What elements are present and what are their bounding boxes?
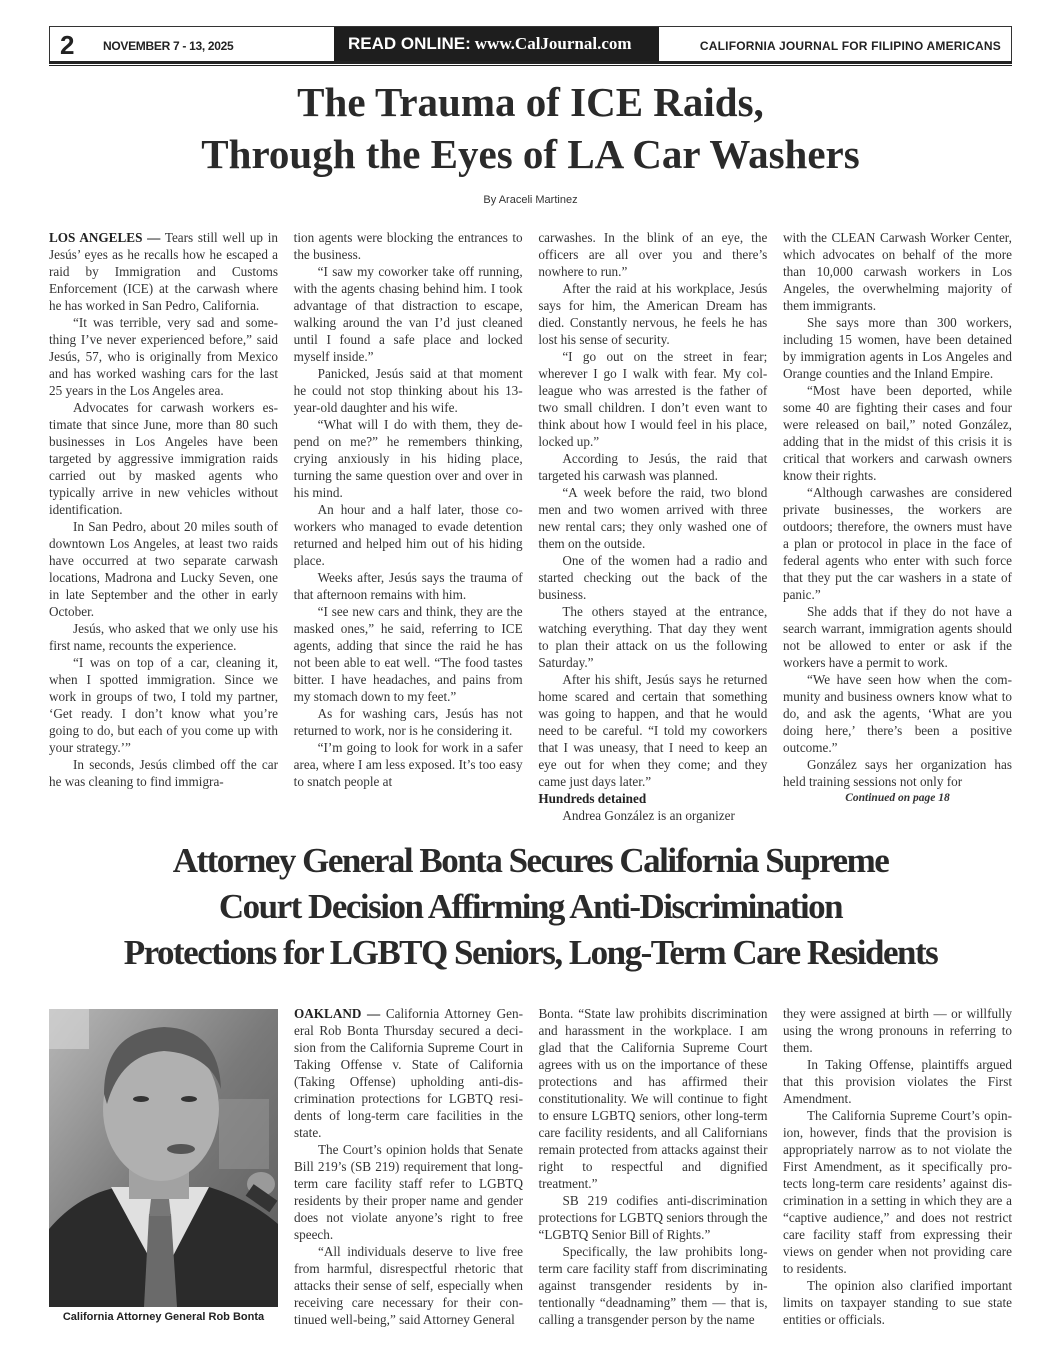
website-link[interactable]: www.CalJournal.com	[474, 34, 632, 53]
headline-line: Attorney General Bonta Secures California Supreme	[172, 841, 889, 880]
article1-column-1	[49, 229, 278, 824]
paragraph: The others stayed at the entrance, watching everything. That day they went to plan their attack on us the following Saturday.”	[538, 604, 768, 670]
paragraph: The California Supreme Court’s opinion, however, finds that the provision is appropriately narrow as to not violate the First Amendment, as it specifically protects long-term care residents’ against discrimination in a setting in which they are a “captive audience,” and does not restrict care facility staff from expressing their views on gender when not providing care to residents.	[783, 1108, 1012, 1276]
paragraph: “We have seen how when the community and business owners know what to do, and ask the agents, ‘What are you doing here,’ there’s been a positive outcome.”	[782, 672, 1012, 755]
paragraph: She adds that if they do not have a search warrant, immigration agents should not be allowed to enter or ask if the workers have a permit to work.	[782, 604, 1012, 670]
article1-column-4	[783, 229, 1012, 824]
paragraph: After the raid at his workplace, Jesús says for him, the American Dream has died. Constantly nervous, he feels he has lost his sense of security.	[538, 281, 768, 347]
paragraph: “All individuals deserve to live free from harmful, disrespectful rhetoric that attacks their sense of self, especially when receiving care necessary for their continued well-being,” said Attorney General	[294, 1244, 523, 1327]
paragraph-continued: carwashes. In the blink of an eye, the officers are all over you and there’s nowhere to run.”	[538, 230, 768, 279]
article2-column-1	[294, 1005, 523, 1328]
paragraph: SB 219 codifies anti-discrimination protections for LGBTQ seniors through the “LGBTQ Senior Bill of Rights.”	[538, 1193, 768, 1242]
article1-body	[49, 229, 1012, 824]
paragraph: “Although carwashes are considered private businesses, the workers are outdoors; therefore, the owners must have a plan or protocol in place in the face of federal agents who enter with such force that they put the car washers in a state of panic.”	[782, 485, 1012, 602]
article1-byline: By Araceli Martinez	[483, 194, 578, 206]
paragraph: OAKLAND — California Attorney General Rob Bonta Thursday secured a decision from the California Supreme Court in Taking Offense v. State of California (Taking Offense) upholding anti-discrimination protections for LGBTQ residents of long-term care facilities in the state.	[294, 1006, 524, 1140]
paragraph: González says her organization has held training sessions not only for	[782, 757, 1012, 789]
paragraph: Advocates for carwash workers estimate that since June, more than 80 such businesses in Los Angeles have been targeted by aggressive immigration raids carried out by masked agents who typically arrive in new vehicles without identification.	[49, 400, 278, 517]
paragraph: In Taking Offense, plaintiffs argued that this provision violates the First Amendment.	[783, 1057, 1012, 1106]
paragraph: The opinion also clarified important limits on taxpayer standing to sue state entities or officials.	[783, 1278, 1012, 1327]
paragraph: After his shift, Jesús says he returned home scared and certain that something was going to happen, and that he would need to be careful. “I told my coworkers that I was uneasy, that I need to keep an eye out for when they come; and they came just days later.”	[538, 672, 768, 789]
paragraph: An hour and a half later, those coworkers who managed to evade detention returned and helped him out of his hiding place.	[293, 502, 523, 568]
article2-headline	[20, 838, 1041, 976]
masthead	[49, 26, 1012, 62]
paragraph: “I go out on the street in fear; wherever I go I walk with fear. My colleague who was arrested is the father of two small children. I don’t even want to think about how I would feel in his place, locked up.”	[538, 349, 768, 449]
paragraph: As for washing cars, Jesús has not returned to work, nor is he considering it.	[293, 706, 523, 738]
headline-line: Court Decision Affirming Anti-Discrimination	[218, 887, 843, 926]
dateline: LOS ANGELES —	[49, 230, 161, 245]
issue-date: NOVEMBER 7 - 13, 2025	[103, 39, 234, 53]
paragraph: She says more than 300 workers, including 15 women, have been detained by immigration agents in Los Angeles and Orange counties and the Inland Empire.	[782, 315, 1012, 381]
masthead-divider-thin	[49, 65, 1012, 66]
paragraph: “I saw my coworker take off running, with the agents chasing behind him. I took advantage of that distraction to escape, walking around the van I’d just cleaned until I found a safe place and locked myself inside.”	[293, 264, 523, 364]
paragraph-continued: they were assigned at birth — or willfully using the wrong pronouns in referring to them.	[783, 1006, 1012, 1055]
paragraph: “I’m going to look for work in a safer area, where I am less exposed. It’s too easy to snatch people at	[293, 740, 523, 789]
photo-caption: California Attorney General Rob Bonta	[62, 1311, 265, 1323]
continued-on-page-link[interactable]: Continued on page 18	[845, 792, 950, 804]
portrait-illustration	[49, 1009, 278, 1307]
paragraph: Specifically, the law prohibits long-term care facility staff from discriminating against transgender residents by intentionally “deadnaming” them — that is, calling a transgender person by the name	[538, 1244, 768, 1327]
paragraph: “Most have been deported, while some 40 are fighting their cases and four were released on bail,” noted González, adding that in the midst of this crisis it is critical that workers and carwash owners know their rights.	[782, 383, 1012, 483]
article2-column-2	[539, 1005, 768, 1328]
article2-column-3	[783, 1005, 1012, 1328]
paragraph: “What will I do with them, they depend on me?” he remembers thinking, crying anxiously in his hiding place, turning the same question over and over in his mind.	[293, 417, 523, 500]
paragraph: Panicked, Jesús said at that moment he could not stop thinking about his 13-year-old daughter and his wife.	[293, 366, 523, 415]
page-number: 2	[60, 30, 75, 60]
paragraph: Weeks after, Jesús says the trauma of that afternoon remains with him.	[293, 570, 523, 602]
headline-line: Protections for LGBTQ Seniors, Long-Term Care Residents	[123, 933, 938, 972]
paragraph: The Court’s opinion holds that Senate Bill 219’s (SB 219) requirement that long-term care facility staff refer to LGBTQ residents by their proper name and gender does not violate anyone’s right to free speech.	[294, 1142, 523, 1242]
masthead-divider	[49, 61, 1012, 64]
headline-line: Through the Eyes of LA Car Washers	[201, 131, 860, 177]
paragraph: “A week before the raid, two blond men and two women arrived with three new rental cars; they only washed one of them on the outside.	[538, 485, 768, 551]
paragraph-continued: with the CLEAN Carwash Worker Center, which advocates on behalf of the more than 10,000 carwash workers in Los Angeles, the overwhelming majority of them immigrants.	[782, 230, 1012, 313]
article1-headline	[40, 76, 1021, 180]
paragraph-continued: Bonta. “State law prohibits discrimination and harassment in the workplace. I am glad that the California Supreme Court agrees with us on the importance of these protections and has affirmed their constitutionality. We will continue to fight to ensure LGBTQ seniors, other long-term care facility residents, and all Californians remain protected from attacks against their right to respectful and dignified treatment.”	[538, 1006, 768, 1191]
paragraph: According to Jesús, the raid that targeted his carwash was planned.	[538, 451, 768, 483]
paragraph: In seconds, Jesús climbed off the car he was cleaning to find immigra-	[49, 757, 278, 789]
paragraph: “I see new cars and think, they are the masked ones,” he said, referring to ICE agents, adding that since the raid he has not been able to eat well. “The food tastes bitter. I have headaches, and pains from my stomach down to my feet.”	[293, 604, 523, 704]
paragraph: In San Pedro, about 20 miles south of downtown Los Angeles, at least two raids have occurred at two separate carwash locations, Madrona and Lucky Seven, one in late September and the other in early October.	[49, 519, 278, 619]
paragraph: “It was terrible, very sad and something I’ve never experienced before,” said Jesús, 57, who is originally from Mexico and has worked washing cars for the last 25 years in the Los Angeles area.	[49, 315, 278, 398]
paragraph-continued: tion agents were blocking the entrances to the business.	[293, 230, 523, 262]
article1-column-2	[294, 229, 523, 824]
read-online-label: READ ONLINE:	[348, 34, 471, 53]
dateline: OAKLAND —	[294, 1006, 381, 1021]
paragraph: Jesús, who asked that we only use his first name, recounts the experience.	[49, 621, 278, 653]
publication-name: CALIFORNIA JOURNAL FOR FILIPINO AMERICANS	[699, 39, 1001, 53]
subhead: Hundreds detained	[538, 791, 647, 806]
paragraph: LOS ANGELES — Tears still well up in Jesús’ eyes as he recalls how he escaped a raid by Immigration and Customs Enforcement (ICE) at the carwash where he has worked in San Pedro, California.	[49, 230, 278, 313]
portrait-photo	[49, 1009, 278, 1307]
headline-line: The Trauma of ICE Raids,	[297, 79, 764, 125]
paragraph: “I was on top of a car, cleaning it, when I spotted immigration. Since we work in groups of two, I told my partner, ‘Get ready. I don’t know what you’re going to do, but each of you come up with your strategy.’”	[49, 655, 278, 755]
paragraph: One of the women had a radio and started checking out the back of the business.	[538, 553, 768, 602]
article2-body	[294, 1005, 1012, 1328]
paragraph: Andrea González is an organizer	[562, 808, 735, 823]
read-online-banner[interactable]	[334, 27, 659, 61]
article1-column-3	[538, 229, 767, 824]
